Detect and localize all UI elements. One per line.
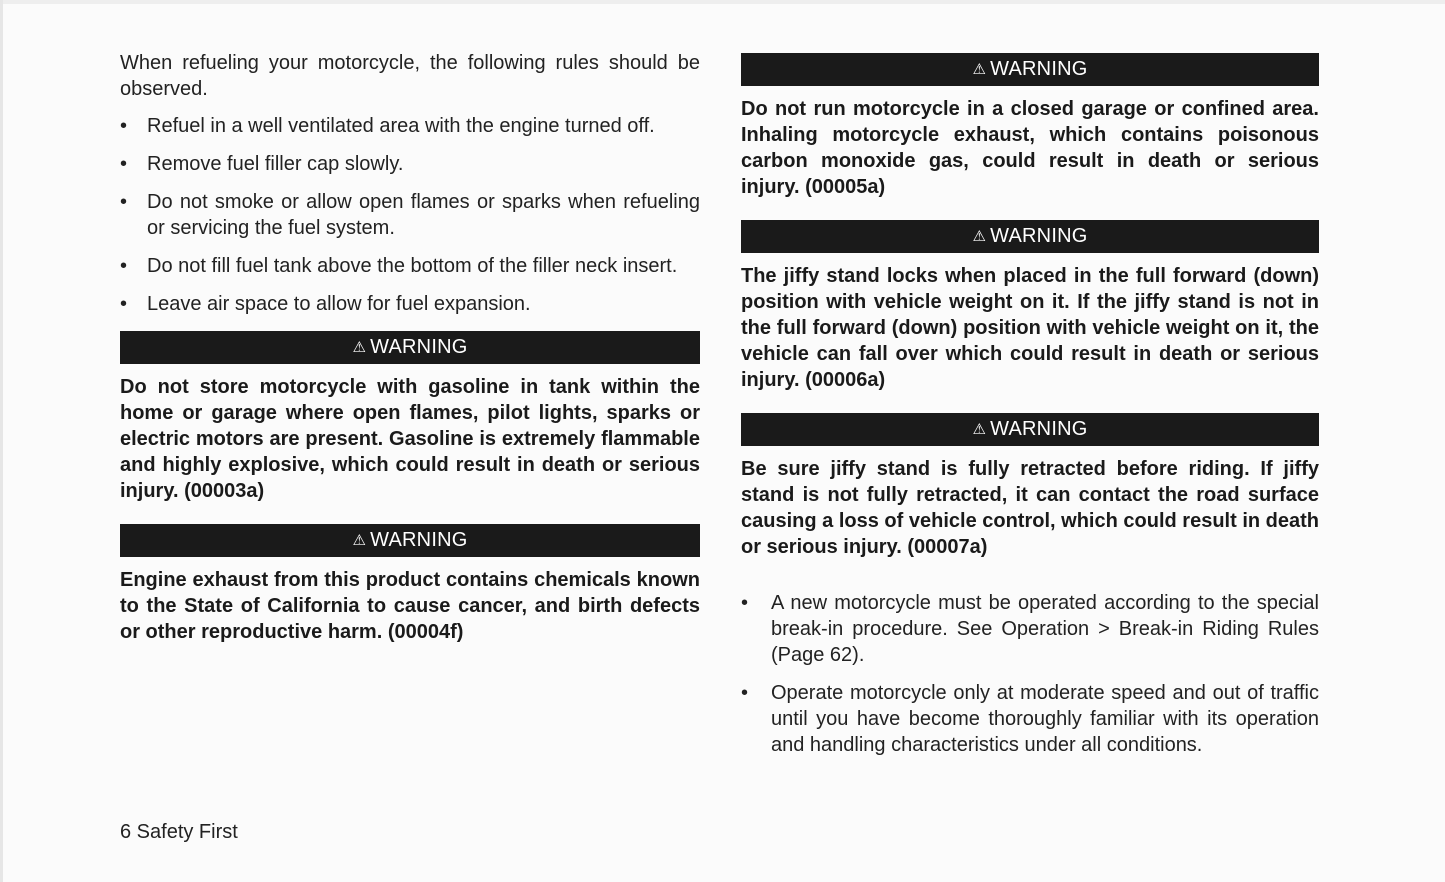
warning-triangle-icon: ⚠	[972, 61, 987, 78]
list-item: • Operate motorcycle only at moderate speed and out of traffic until you have become thoroughly familiar with its operation and handling characteristics under all conditions.	[741, 682, 1319, 756]
warning-text-00004f: Engine exhaust from this product contains chemicals known to the State of California to cause cancer, and birth defects or other reproductive harm. (00004f)	[120, 569, 700, 643]
page-edge-top	[0, 0, 1445, 4]
bullet-icon: •	[741, 592, 749, 614]
warning-text-00006a: The jiffy stand locks when placed in the full forward (down) position with vehicle weight on it. If the jiffy stand is not in the full forward (down) position with vehicle weight on it, the vehicle can fall over which could result in death or serious injury. (00006a)	[741, 265, 1319, 391]
refuel-intro: When refueling your motorcycle, the following rules should be observed.	[120, 52, 700, 100]
bullet-icon: •	[120, 255, 128, 277]
page-edge-left	[0, 0, 3, 882]
warning-header: ⚠ WARNING	[741, 413, 1319, 446]
warning-header: ⚠ WARNING	[120, 524, 700, 557]
bullet-icon: •	[120, 115, 128, 137]
warning-triangle-icon: ⚠	[972, 421, 987, 438]
break-in-list	[741, 590, 1319, 758]
bullet-icon: •	[741, 682, 749, 704]
list-item: • A new motorcycle must be operated according to the special break-in procedure. See Operation > Break-in Riding Rules (Page 62).	[741, 592, 1319, 666]
warning-header: ⚠ WARNING	[741, 53, 1319, 86]
warning-header: ⚠ WARNING	[120, 331, 700, 364]
list-item: • Do not fill fuel tank above the bottom of the filler neck insert.	[120, 255, 678, 277]
right-column	[741, 53, 1319, 770]
left-column	[120, 50, 700, 665]
list-item: • Refuel in a well ventilated area with the engine turned off.	[120, 115, 655, 137]
warning-triangle-icon: ⚠	[352, 339, 367, 356]
bullet-icon: •	[120, 191, 128, 213]
list-item: • Leave air space to allow for fuel expansion.	[120, 293, 531, 315]
bullet-icon: •	[120, 153, 128, 175]
warning-header: ⚠ WARNING	[741, 220, 1319, 253]
warning-triangle-icon: ⚠	[972, 228, 987, 245]
warning-text-00003a: Do not store motorcycle with gasoline in tank within the home or garage where open flames, pilot lights, sparks or electric motors are present. Gasoline is extremely flammable and highly explosive, which could result in death or serious injury. (00003a)	[120, 376, 700, 502]
page-footer: 6 Safety First	[120, 821, 238, 843]
warning-triangle-icon: ⚠	[352, 532, 367, 549]
warning-text-00005a: Do not run motorcycle in a closed garage or confined area. Inhaling motorcycle exhaust, which contains poisonous carbon monoxide gas, could result in death or serious injury. (00005a)	[741, 98, 1319, 198]
refuel-rules-list	[120, 113, 700, 317]
warning-text-00007a: Be sure jiffy stand is fully retracted before riding. If jiffy stand is not fully retracted, it can contact the road surface causing a loss of vehicle control, which could result in death or serious injury. (00007a)	[741, 458, 1319, 558]
list-item: • Do not smoke or allow open flames or sparks when refueling or servicing the fuel system.	[120, 191, 700, 239]
bullet-icon: •	[120, 293, 128, 315]
list-item: • Remove fuel filler cap slowly.	[120, 153, 404, 175]
